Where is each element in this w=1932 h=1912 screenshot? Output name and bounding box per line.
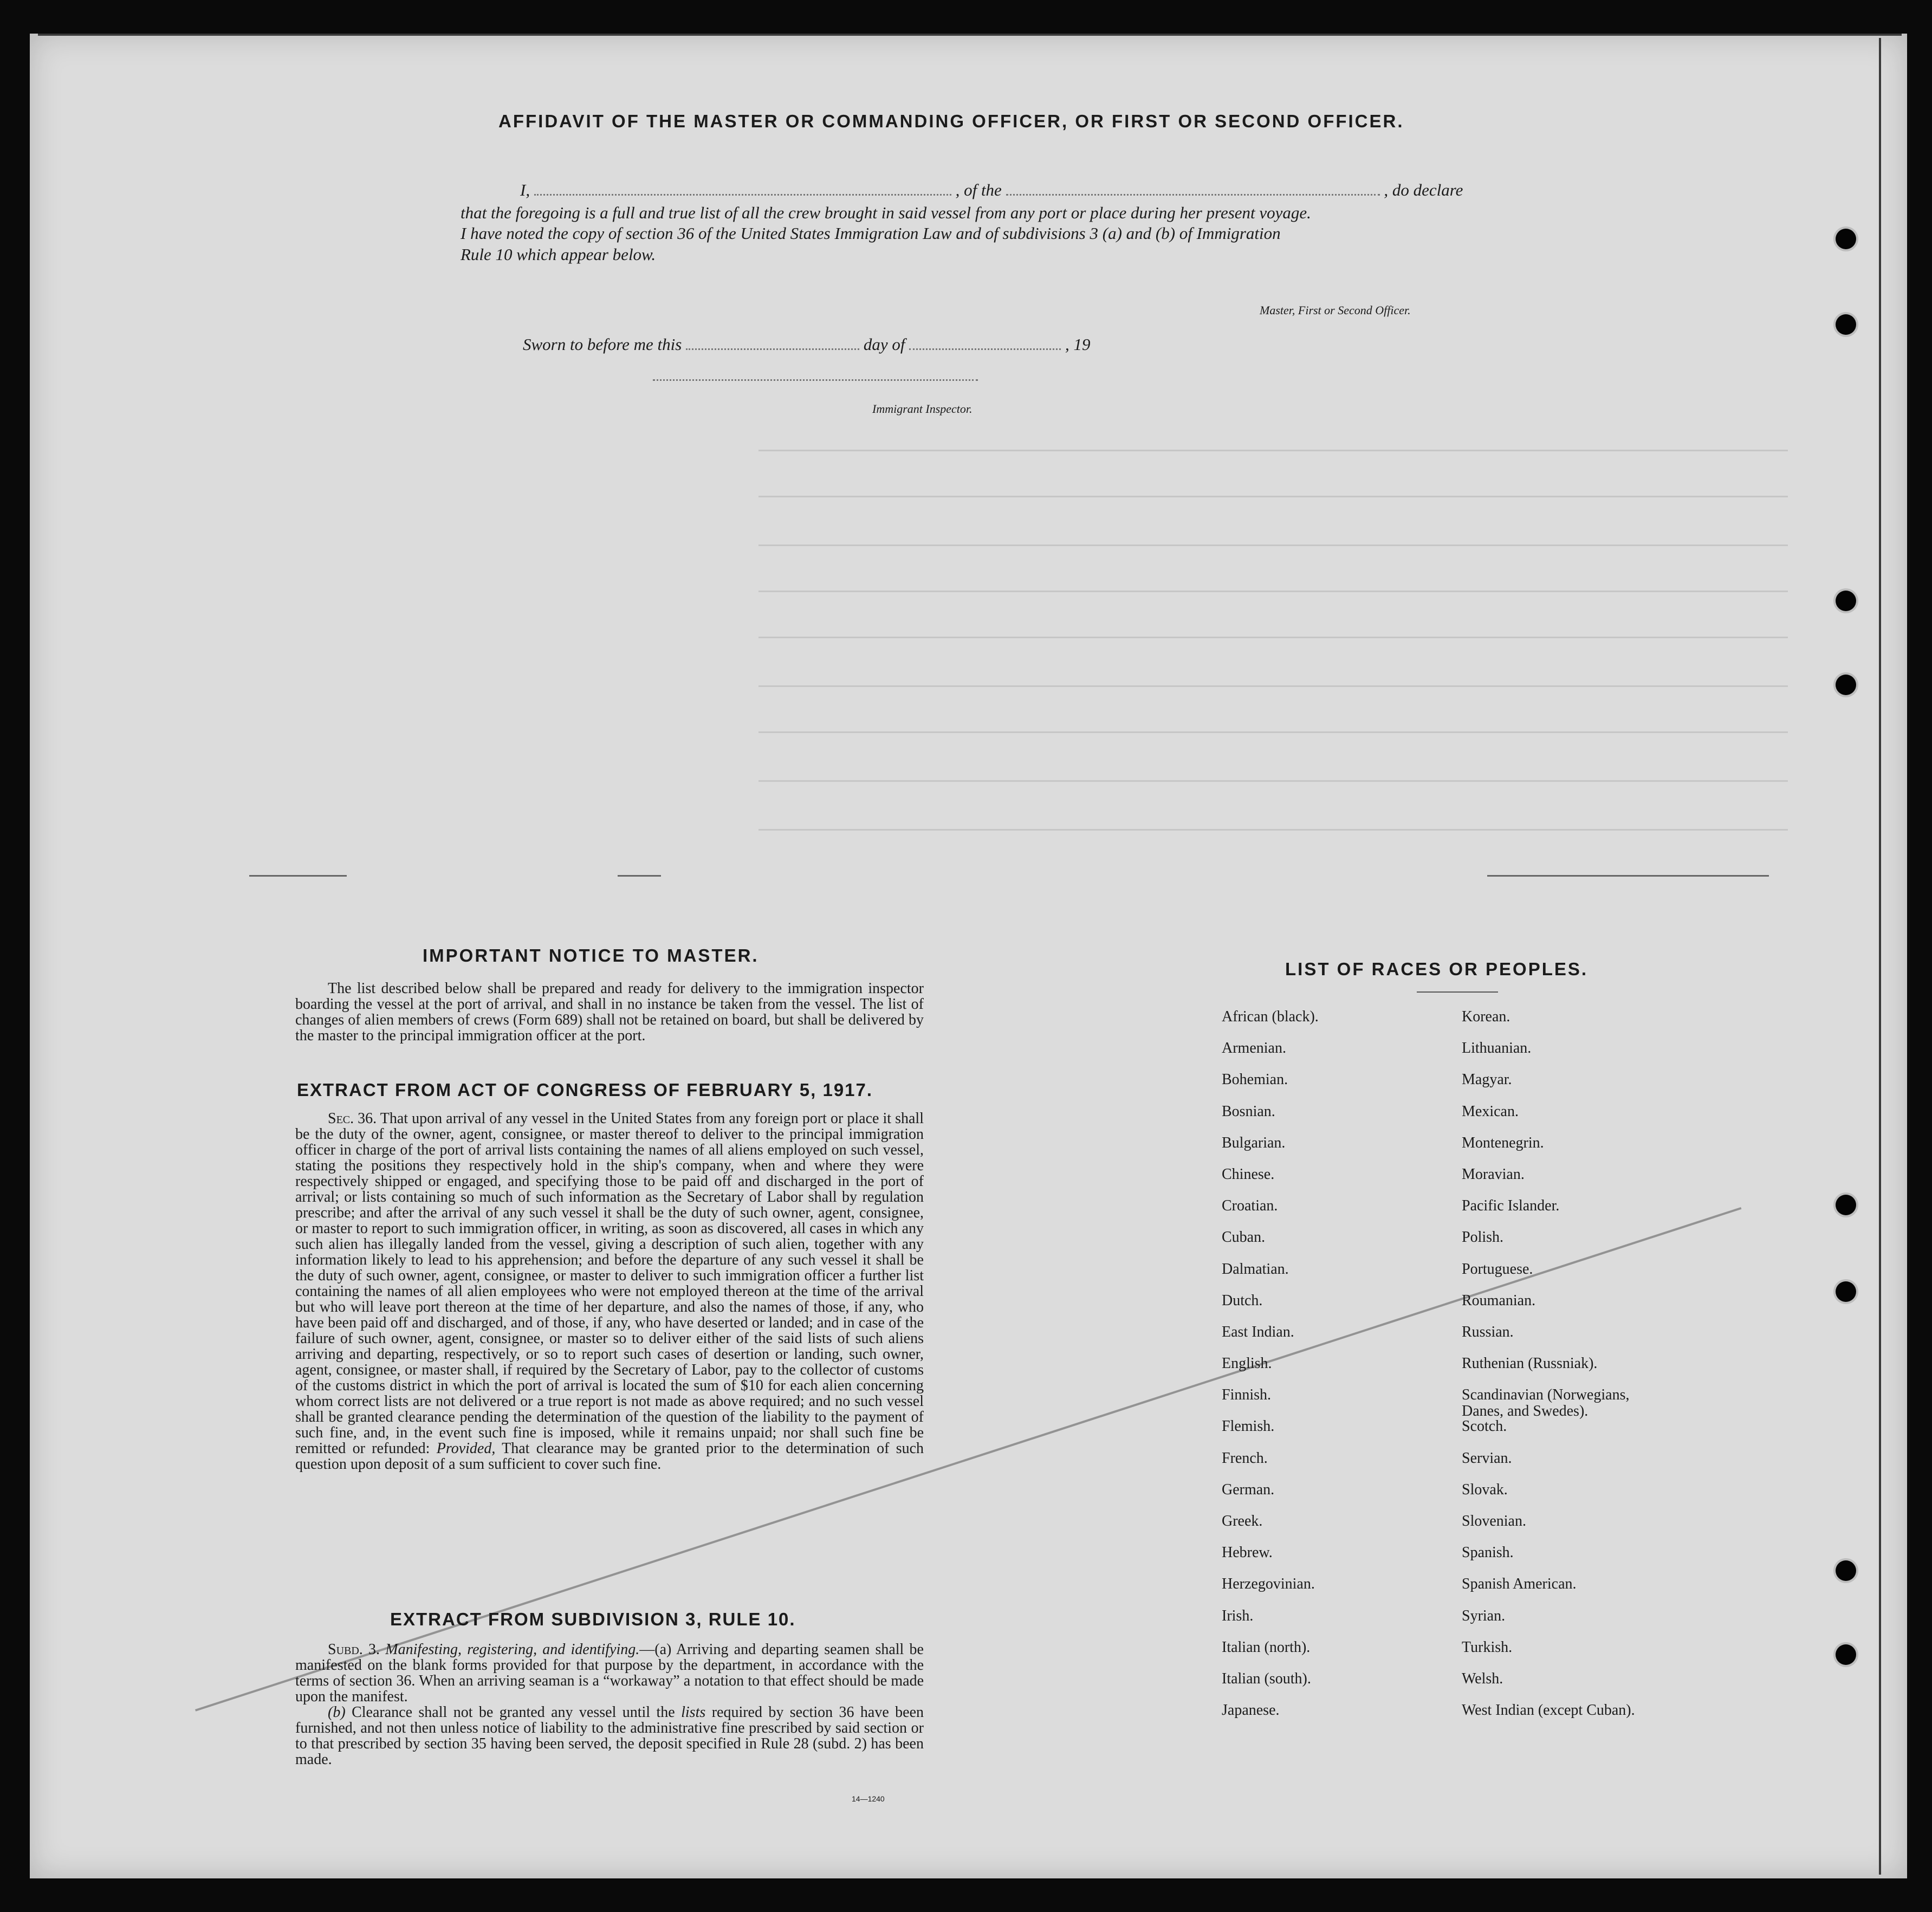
section-36-text xyxy=(295,1111,924,1472)
bleed-through-row xyxy=(758,591,1788,592)
affidavit-line-3: I have noted the copy of section 36 of the United States Immigration Law and of subdivisions 3 (a) and (b) of Immigration xyxy=(461,224,1281,243)
binder-hole xyxy=(1836,1195,1856,1215)
race-item: Cuban. xyxy=(1222,1229,1266,1246)
subd-a-text: Arriving and departing seamen shall be manifested on the blank forms provided for that purpose by the department, in accordance with the terms of section 36. When an arriving seaman is a “workaway” a notation to that effect should be made upon the manifest. xyxy=(295,1641,924,1705)
bleed-through-rule xyxy=(249,875,347,877)
year-prefix: , 19 xyxy=(1065,335,1091,354)
affidavit-title: AFFIDAVIT OF THE MASTER OR COMMANDING OFFICER, OR FIRST OR SECOND OFFICER. xyxy=(498,111,1404,131)
race-item: Dalmatian. xyxy=(1222,1260,1289,1278)
binder-hole xyxy=(1836,229,1856,249)
race-item: African (black). xyxy=(1222,1008,1319,1025)
race-item: Spanish American. xyxy=(1462,1576,1577,1593)
declarant-prefix: I, xyxy=(520,180,530,199)
binder-hole xyxy=(1836,591,1856,611)
races-left-column xyxy=(1222,1009,1319,1734)
subd-a-label: —(a) xyxy=(639,1641,672,1658)
race-item: Welsh. xyxy=(1462,1670,1503,1687)
declarant-name-field[interactable] xyxy=(534,194,951,196)
bleed-through-row xyxy=(758,637,1788,638)
races-title: LIST OF RACES OR PEOPLES. xyxy=(1285,959,1589,979)
race-item: Bosnian. xyxy=(1222,1103,1275,1120)
subd-heading: Manifesting, registering, and identifying. xyxy=(385,1641,640,1658)
race-item: Finnish. xyxy=(1222,1386,1272,1404)
rule-extract-title: EXTRACT FROM SUBDIVISION 3, RULE 10. xyxy=(390,1609,796,1629)
race-item: Irish. xyxy=(1222,1607,1254,1624)
race-item: Armenian. xyxy=(1222,1040,1286,1057)
race-item: Italian (south). xyxy=(1222,1670,1311,1687)
race-item: Spanish. xyxy=(1462,1544,1514,1561)
race-item: Slovak. xyxy=(1462,1481,1508,1498)
race-item: Japanese. xyxy=(1222,1702,1280,1719)
act-extract-body xyxy=(295,1111,924,1472)
races-title-underline xyxy=(1417,991,1498,993)
bleed-through-row xyxy=(758,496,1788,497)
binder-hole xyxy=(1836,1281,1856,1302)
rule-extract-body xyxy=(295,1642,924,1767)
notice-body xyxy=(295,981,924,1044)
section-36-body: That upon arrival of any vessel in the United States from any foreign port or place it shall be the duty of the owner, agent, consignee, or master thereof to deliver to the principal immigration officer in charge of the port of arrival lists containing the names of all aliens employed on such vessel, stating the positions they respectively hold in the ship's company, when and where they were respectively shipped or engaged, and specifying those to be paid off and discharged in the port of arrival; or lists containing so much of such information as the Secretary of Labor shall by regulation prescribe; and after the arrival of any such vessel it shall be the duty of such owner, agent, consignee, or master to report to such immigration officer, in writing, as soon as discovered, all cases in which any such alien has illegally landed from the vessel, giving a description of such alien, together with any information likely to lead to his apprehension; and before the departure of any such vessel it shall be the duty of such owner, agent, consignee, or master to deliver to such immigration officer a further list containing the names of all alien employees who were not employed thereon at the time of the arrival but who will leave port thereon at the time of her departure, and also the names of those, if any, who have been paid off and discharged, and of those, if any, who have deserted or landed; and in case of the failure of such owner, agent, consignee, or master so to deliver either of the said lists of such aliens arriving and departing, respectively, or so to report such cases of desertion or landing, such owner, agent, consignee, or master shall, if required by the Secretary of Labor, pay to the collector of customs of the customs district in which the port of arrival is located the sum of $10 for each alien concerning whom correct lists are not delivered or a true report is not made as above required; and no such vessel shall be granted clearance pending the determination of the question of the liability to the payment of such fine, and, in the event such fine is imposed, while it remains unpaid; nor shall such fine be remitted or refunded: xyxy=(295,1110,924,1457)
race-item: Hebrew. xyxy=(1222,1544,1273,1561)
master-signature-label: Master, First or Second Officer. xyxy=(1260,303,1411,317)
race-item: Turkish. xyxy=(1462,1638,1513,1656)
race-item: Flemish. xyxy=(1222,1418,1275,1435)
notice-title: IMPORTANT NOTICE TO MASTER. xyxy=(423,945,759,965)
race-item: Roumanian. xyxy=(1462,1292,1536,1309)
race-item: Russian. xyxy=(1462,1323,1514,1340)
race-item: Magyar. xyxy=(1462,1071,1512,1088)
bleed-through-rule xyxy=(1487,875,1769,877)
of-the-label: , of the xyxy=(955,180,1002,199)
race-item: French. xyxy=(1222,1449,1268,1467)
affidavit-line-4: Rule 10 which appear below. xyxy=(461,245,656,264)
subdivision-a-text xyxy=(295,1642,924,1704)
race-item: Slovenian. xyxy=(1462,1513,1526,1529)
binder-hole xyxy=(1836,675,1856,695)
sworn-line xyxy=(523,335,1090,354)
declare-label: , do declare xyxy=(1384,180,1463,199)
race-item: Italian (north). xyxy=(1222,1638,1311,1656)
race-item: Mexican. xyxy=(1462,1103,1519,1120)
bleed-through-row xyxy=(758,731,1788,733)
binder-hole xyxy=(1836,1560,1856,1581)
vessel-name-field[interactable] xyxy=(1006,194,1380,196)
sworn-month-field[interactable] xyxy=(909,348,1061,350)
subd-b-lists: lists xyxy=(681,1704,706,1721)
binder-hole xyxy=(1836,1644,1856,1665)
inspector-signature-label: Immigrant Inspector. xyxy=(872,402,973,416)
race-item: Lithuanian. xyxy=(1462,1040,1532,1057)
sworn-prefix: Sworn to before me this xyxy=(523,335,682,354)
race-item: Ruthenian (Russniak). xyxy=(1462,1355,1598,1372)
race-item: Syrian. xyxy=(1462,1607,1506,1624)
race-item: Moravian. xyxy=(1462,1165,1525,1183)
bleed-through-rule xyxy=(618,875,661,877)
act-extract-title: EXTRACT FROM ACT OF CONGRESS OF FEBRUARY 5, 1917. xyxy=(297,1080,873,1100)
bleed-through-row xyxy=(758,450,1788,451)
subdivision-b-text xyxy=(295,1704,924,1767)
race-item: Portuguese. xyxy=(1462,1260,1533,1278)
race-item: Croatian. xyxy=(1222,1197,1278,1215)
race-item: English. xyxy=(1222,1355,1272,1372)
race-item: Pacific Islander. xyxy=(1462,1197,1560,1215)
inspector-signature-field[interactable] xyxy=(653,379,978,381)
race-item: Greek. xyxy=(1222,1513,1263,1529)
race-item: Bulgarian. xyxy=(1222,1134,1286,1151)
race-item: Scandinavian (Norwegians, Danes, and Swedes). xyxy=(1462,1386,1630,1420)
subd-b-text-2: required by section 36 have been furnished, and not then unless notice of liability to the administrative fine prescribed by said section or to that prescribed by section 35 having been served, the deposit specified in Rule 28 (subd. 2) has been made. xyxy=(295,1704,924,1768)
page-right-edge xyxy=(1879,38,1881,1875)
page-top-edge xyxy=(38,34,1902,36)
provided-text: That clearance may be granted prior to the determination of such question upon deposit of a sum sufficient to cover such fine. xyxy=(295,1440,924,1473)
race-item: Polish. xyxy=(1462,1229,1504,1246)
section-label: Sec. 36. xyxy=(328,1110,377,1127)
race-item: Chinese. xyxy=(1222,1165,1275,1183)
bleed-through-row xyxy=(758,780,1788,782)
race-item: Servian. xyxy=(1462,1449,1512,1467)
bleed-through-row xyxy=(758,545,1788,546)
race-item: Montenegrin. xyxy=(1462,1134,1544,1151)
race-item: Herzegovinian. xyxy=(1222,1576,1315,1593)
day-of-label: day of xyxy=(863,335,905,354)
sworn-day-field[interactable] xyxy=(686,348,859,350)
bleed-through-row xyxy=(758,829,1788,831)
subd-b-text-1: Clearance shall not be granted any vessel until the xyxy=(352,1704,675,1721)
bleed-through-row xyxy=(758,685,1788,687)
race-item: West Indian (except Cuban). xyxy=(1462,1702,1635,1719)
provided-label: Provided, xyxy=(436,1440,496,1457)
race-item: Korean. xyxy=(1462,1008,1510,1025)
race-item: East Indian. xyxy=(1222,1323,1294,1340)
affidavit-declaration-line xyxy=(520,180,1463,200)
notice-text: The list described below shall be prepared and ready for delivery to the immigration inspector boarding the vessel at the port of arrival, and shall in no instance be taken from the vessel. The list of changes of alien members of crews (Form 689) shall not be retained on board, but shall be delivered by the master to the principal immigration officer at the port. xyxy=(295,980,924,1044)
race-item: Bohemian. xyxy=(1222,1071,1288,1088)
affidavit-line-2: that the foregoing is a full and true list of all the crew brought in said vessel from any port or place during her present voyage. xyxy=(461,203,1311,222)
race-item: Scotch. xyxy=(1462,1418,1507,1435)
race-item: Dutch. xyxy=(1222,1292,1263,1309)
subd-b-label: (b) xyxy=(328,1704,346,1721)
races-right-column xyxy=(1462,1009,1635,1734)
form-number: 14—1240 xyxy=(852,1794,885,1803)
subd-label: Subd. 3. xyxy=(328,1641,380,1658)
race-item: German. xyxy=(1222,1481,1275,1498)
binder-hole xyxy=(1836,314,1856,335)
